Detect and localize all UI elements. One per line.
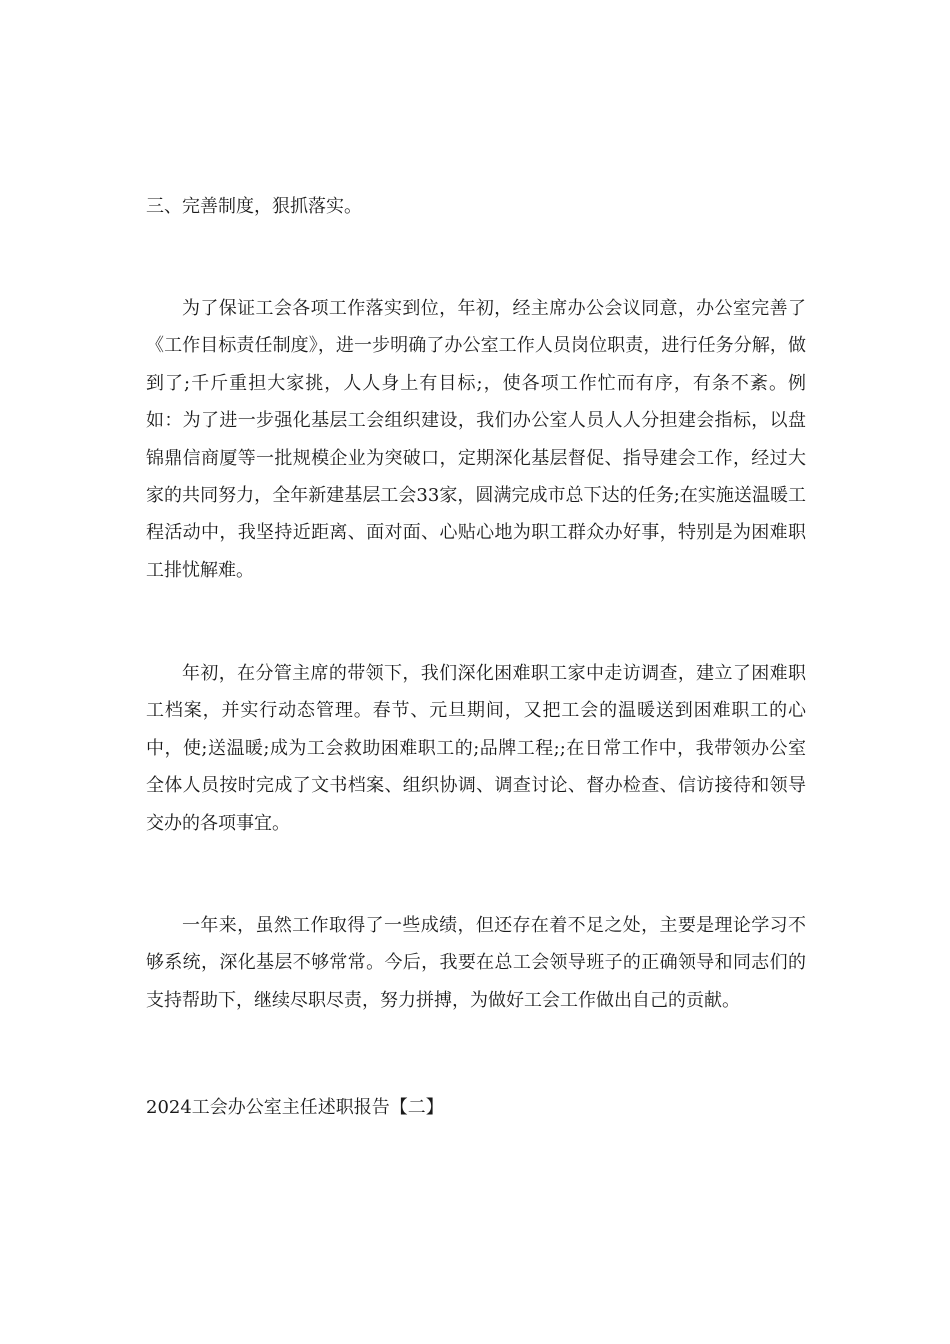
paragraph-3: 一年来，虽然工作取得了一些成绩，但还存在着不足之处，主要是理论学习不够系统，深化基层不够常常。今后，我要在总工会领导班子的正确领导和同志们的支持帮助下，继续尽职尽责，努力拼搏，为做好工会工作做出自己的贡献。	[146, 915, 806, 1011]
paragraph-1: 为了保证工会各项工作落实到位，年初，经主席办公会议同意，办公室完善了《工作目标责任制度》，进一步明确了办公室工作人员岗位职责，进行任务分解，做到了;千斤重担大家挑，人人身上有目标;，使各项工作忙而有序，有条不紊。例如：为了进一步强化基层工会组织建设，我们办公室人员人人分担建会指标，以盘锦鼎信商厦等一批规模企业为突破口，定期深化基层督促、指导建会工作，经过大家的共同努力，全年新建基层工会33家，圆满完成市总下达的任务;在实施送温暖工程活动中，我坚持近距离、面对面、心贴心地为职工群众办好事，特别是为困难职工排忧解难。	[146, 298, 806, 581]
section-heading: 三、完善制度，狠抓落实。	[146, 196, 362, 217]
paragraph-2: 年初，在分管主席的带领下，我们深化困难职工家中走访调查，建立了困难职工档案，并实行动态管理。春节、元旦期间，又把工会的温暖送到困难职工的心中，使;送温暖;成为工会救助困难职工的;品牌工程;;在日常工作中，我带领办公室全体人员按时完成了文书档案、组织协调、调查讨论、督办检查、信访接待和领导交办的各项事宜。	[146, 663, 806, 834]
next-report-title: 2024工会办公室主任述职报告【二】	[146, 1097, 444, 1118]
